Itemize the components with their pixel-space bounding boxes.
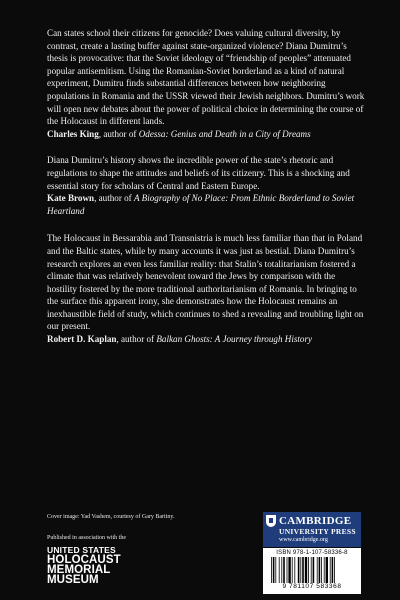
barcode-icon (269, 557, 355, 583)
publisher-url: www.cambridge.org (279, 537, 328, 543)
attribution-of: , author of (98, 128, 139, 139)
museum-line-1: UNITED STATES (47, 545, 116, 555)
blurb-attribution (47, 128, 365, 141)
blurb-king (47, 27, 365, 140)
blurb-brown (47, 154, 365, 217)
attribution-author: Kate Brown (47, 193, 95, 204)
attribution-work: A Biography of No Place: From Ethnic Borderland to Soviet Heartland (47, 193, 355, 216)
blurb-kaplan (47, 232, 365, 345)
attribution-work: Balkan Ghosts: A Journey through History (156, 334, 313, 345)
isbn-label: ISBN 978-1-107-58336-8 (276, 550, 348, 556)
publisher-sub: UNIVERSITY PRESS (279, 527, 356, 536)
blurb-column (47, 27, 365, 346)
attribution-author: Charles King (47, 128, 99, 139)
blurb-text: Diana Dumitru’s history shows the incredible power of the state’s rhetoric and regulations to shape the attitudes and beliefs of its citizenry. This is a shocking and essential story for scholars of Central and Eastern Europe. (47, 155, 350, 191)
holocaust-museum-logo (47, 545, 121, 585)
barcode-panel (263, 548, 361, 594)
attribution-of: , author of (94, 193, 134, 204)
attribution-of: , author of (116, 334, 157, 345)
shield-icon (266, 515, 276, 527)
publisher-name: CAMBRIDGE (279, 515, 352, 527)
museum-line-3: MEMORIAL (47, 564, 111, 576)
blurb-text: Can states school their citizens for genocide? Does valuing cultural diversity, by contrast, create a lasting buffer against state-organized violence? Diana Dumitru’s thesis is provocative: that the Soviet ideology of “friendship of peoples” attenuated popular antisemitism. Using the Romanian-Soviet borderland as a kind of natural experiment, Dumitru finds substantial differences between how neighboring populations in Romania and the USSR viewed their Jewish neighbors. Dumitru’s work will open new debates about the power of political choice in determining the course of the Holocaust in different lands. (47, 28, 365, 127)
cover-image-credit: Cover image: Yad Vashem, courtesy of Gary Bartiny. (47, 514, 175, 520)
barcode-digits: 9 781107 583368 (282, 583, 342, 590)
attribution-work: Odessa: Genius and Death in a City of Dreams (138, 128, 311, 139)
museum-line-2: HOLOCAUST (47, 554, 121, 566)
blurb-attribution (47, 192, 365, 217)
attribution-author: Robert D. Kaplan (47, 334, 117, 345)
association-note: Published in association with the (47, 535, 126, 541)
blurb-text: The Holocaust in Bessarabia and Transnistria is much less familiar than that in Poland and the Baltic states, while by many accounts it was just as bestial. Diana Dumitru’s research explores an even less familiar reality: that Stalin’s totalitarianism fostered a climate that was relatively benevolent toward the Jews by comparison with the hostility fostered by the more traditional authoritarianism of Romania. In bringing to the surface this apparent irony, she demonstrates how the Holocaust remains an inexhaustible field of study, which continues to shed a revealing and troubling light on our present. (47, 233, 364, 332)
museum-line-4: MUSEUM (47, 574, 99, 586)
blurb-attribution (47, 333, 365, 346)
publisher-logo (263, 512, 361, 547)
